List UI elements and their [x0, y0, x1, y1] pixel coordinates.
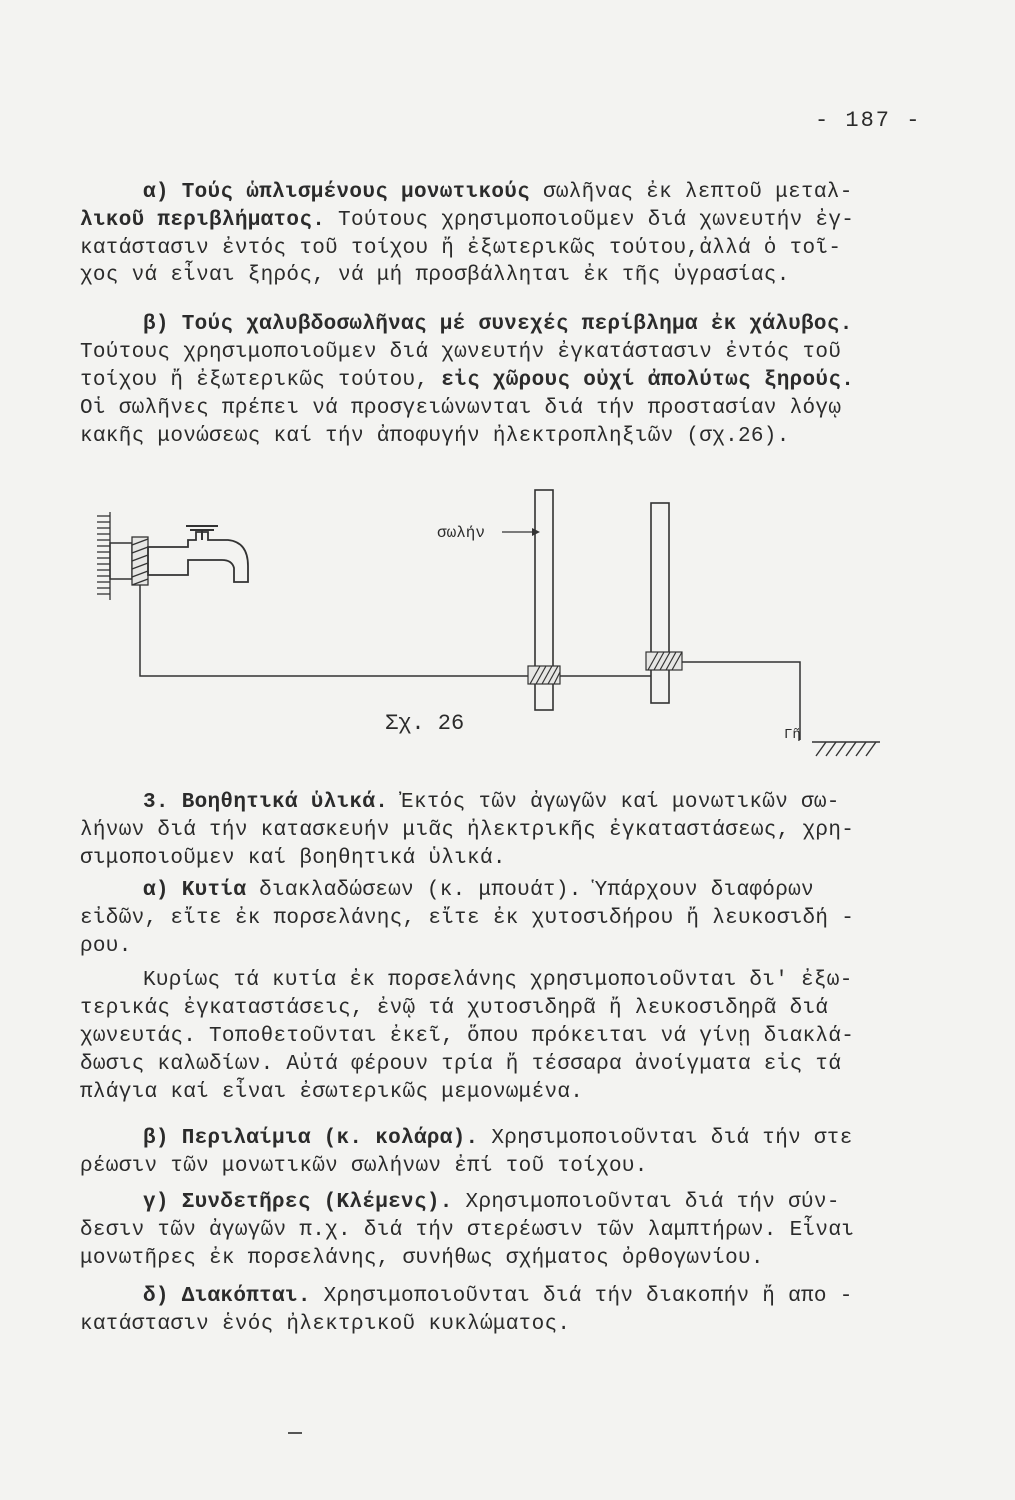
- para-beta-collars: β) Περιλαίμια (κ. κολάρα). Χρησιμοποιοῦνται διά τήν στε: [143, 1127, 853, 1150]
- wall-pipe: [110, 543, 132, 579]
- para-beta-line2: Τούτους χρησιμοποιοῦμεν διά χωνευτήν ἐγκατάστασιν ἐντός τοῦ: [80, 341, 842, 364]
- heading-beta-steel-tubes: β) Τούς χαλυβδοσωλῆνας μέ συνεχές περίβλημα ἐκ χάλυβος.: [143, 313, 853, 336]
- tube-1-clamp: [528, 666, 560, 684]
- para-kyrios-line2: τερικάς ἐγκαταστάσεις, ἐνῷ τά χυτοσιδηρᾶ ἤ λευκοσιδηρᾶ διά: [80, 997, 829, 1020]
- section-3-line2: λήνων διά τήν κατασκευήν μιᾶς ἠλεκτρικῆς ἐγκαταστάσεως, χρη-: [80, 819, 855, 842]
- para-kyrios-line1: Κυρίως τά κυτία ἐκ πορσελάνης χρησιμοποιοῦνται δι' ἐξω-: [143, 969, 853, 992]
- heading-gamma-connectors: γ) Συνδετῆρες (Κλέμενς).: [143, 1191, 453, 1214]
- para-gamma-line3: μονωτῆρες ἐκ πορσελάνης, συνήθως σχήματος ὀρθογωνίου.: [80, 1247, 764, 1270]
- para-kyrios-line4: δωσις καλωδίων. Αὐτά φέρουν τρία ἤ τέσσαρα ἀνοίγματα εἰς τά: [80, 1053, 842, 1076]
- section-3-auxiliary-materials: 3. Βοηθητικά ὑλικά. Ἐκτός τῶν ἀγωγῶν καί μονωτικῶν σω-: [143, 791, 840, 814]
- para-kyrios-line5: πλάγια καί εἶναι ἐσωτερικῶς μεμονωμένα.: [80, 1081, 584, 1104]
- earth-symbol-icon: [812, 742, 880, 756]
- para-delta-switches: δ) Διακόπται. Χρησιμοποιοῦνται διά τήν διακοπήν ἤ απο -: [143, 1285, 853, 1308]
- tube-2-clamp: [646, 652, 682, 670]
- para-beta-line5: κακῆς μονώσεως καί τήν ἀποφυγήν ἠλεκτροπληξιῶν (σχ.26).: [80, 425, 790, 448]
- para-alpha2-line3: ρου.: [80, 935, 132, 958]
- para-alpha-line4: χος νά εἶναι ξηρός, νά μή προσβάλληται ἐκ τῆς ὑγρασίας.: [80, 264, 790, 287]
- tube-2: [651, 503, 669, 703]
- para-beta2-line2: ρέωσιν τῶν μονωτικῶν σωλήνων ἐπί τοῦ τοίχου.: [80, 1155, 648, 1178]
- heading-section-3: 3. Βοηθητικά ὑλικά.: [143, 791, 389, 814]
- heading-alpha-armored: α) Τούς ὡπλισμένους μονωτικούς: [143, 181, 531, 204]
- water-pipe-clamp: [132, 537, 148, 585]
- page-number: - 187 -: [815, 108, 922, 133]
- heading-alpha-boxes: α) Κυτία: [143, 879, 247, 902]
- para-gamma-line2: δεσιν τῶν ἀγωγῶν π.χ. διά τήν στερέωσιν τῶν λαμπτήρων. Εἶναι: [80, 1219, 855, 1242]
- para-alpha-armored-tubes: α) Τούς ὡπλισμένους μονωτικούς σωλῆνας ἐκ λεπτοῦ μεταλ-: [143, 181, 853, 204]
- para-beta-line3: τοίχου ἤ ἐξωτερικῶς τούτου, εἰς χῶρους οὐχί ἀπολύτως ξηρούς.: [80, 369, 855, 392]
- figure-caption: Σχ. 26: [385, 711, 465, 736]
- section-3-line3: σιμοποιοῦμεν καί βοηθητικά ὑλικά.: [80, 847, 506, 870]
- ground-label: Γῆ: [784, 727, 801, 743]
- faucet-icon: [148, 532, 248, 582]
- heading-delta-switches: δ) Διακόπται.: [143, 1285, 311, 1308]
- para-alpha2-line2: εἰδῶν, εἴτε ἐκ πορσελάνης, εἴτε ἐκ χυτοσιδήρου ἤ λευκοσιδή -: [80, 907, 855, 930]
- bottom-mark: [288, 1432, 302, 1434]
- para-alpha-line2: λικοῦ περιβλήματος. Τούτους χρησιμοποιοῦμεν διά χωνευτήν ἐγ-: [80, 209, 855, 232]
- para-kyrios-line3: χωνευτάς. Τοποθετοῦνται ἐκεῖ, ὅπου πρόκειται νά γίνῃ διακλά-: [80, 1025, 855, 1048]
- para-alpha-line3: κατάστασιν ἐντός τοῦ τοίχου ἤ ἐξωτερικῶς τούτου,ἀλλά ὁ τοῖ-: [80, 237, 842, 260]
- ground-wire: [140, 585, 535, 676]
- pipe-label: σωλήν: [437, 524, 486, 542]
- wall-hatch: [97, 512, 110, 600]
- heading-beta-collars: β) Περιλαίμια (κ. κολάρα).: [143, 1127, 479, 1150]
- earth-wire: [682, 662, 800, 740]
- para-beta-line4: Οἱ σωλῆνες πρέπει νά προσγειώνωνται διά τήν προστασίαν λόγῳ: [80, 397, 842, 420]
- para-alpha-junction-boxes: α) Κυτία διακλαδώσεων (κ. μπουάτ). Ὑπάρχουν διαφόρων: [143, 879, 814, 902]
- para-gamma-connectors: γ) Συνδετῆρες (Κλέμενς). Χρησιμοποιοῦνται διά τήν σύν-: [143, 1191, 840, 1214]
- para-delta-line2: κατάστασιν ἑνός ἠλεκτρικοῦ κυκλώματος.: [80, 1313, 571, 1336]
- faucet-handle: [186, 526, 218, 540]
